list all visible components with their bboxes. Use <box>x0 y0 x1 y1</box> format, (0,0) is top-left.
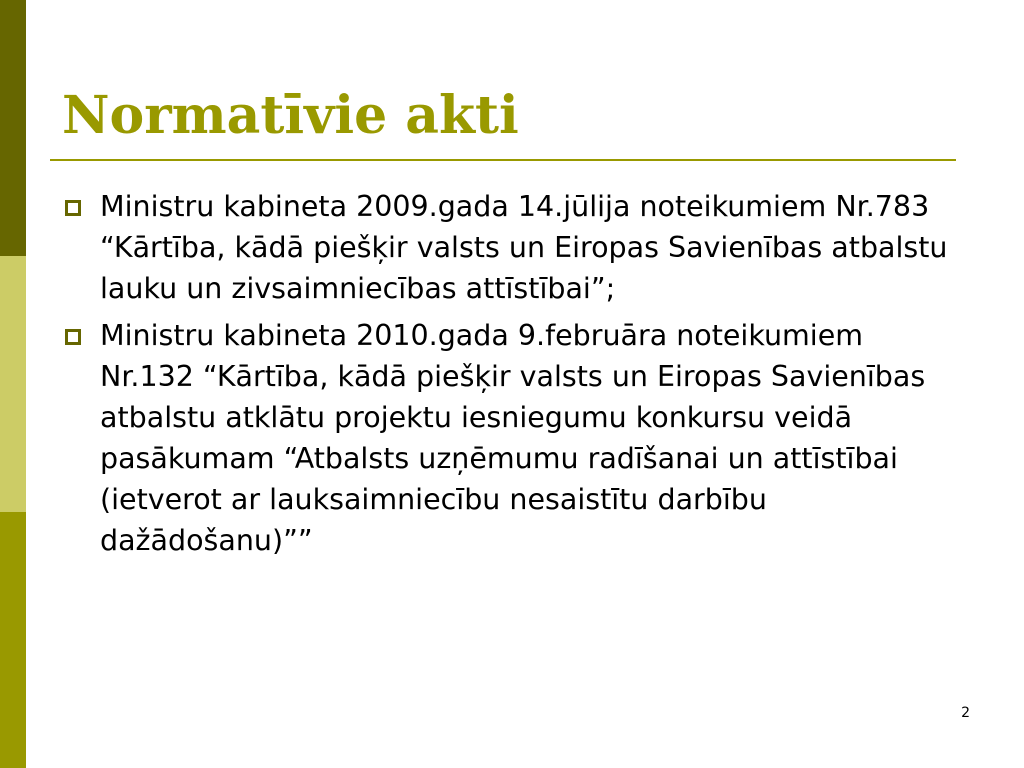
slide-page-number: 2 <box>961 705 970 721</box>
side-bar-light-segment <box>0 256 26 512</box>
side-bar-olive-segment <box>0 512 26 768</box>
hollow-square-bullet-icon <box>65 200 81 216</box>
hollow-square-bullet-icon <box>65 329 81 345</box>
bullet-text: Ministru kabineta 2010.gada 9.februāra noteikumiem Nr.132 “Kārtība, kādā piešķir valsts un Eiropas Savienības atbalstu atklātu projektu iesniegumu konkursu veidā pasākumam “Atbalsts uzņēmumu radīšanai un attīstībai (ietverot ar lauksaimniecību nesaistītu darbību dažādošanu)”” <box>100 319 926 557</box>
title-underline-divider <box>50 159 956 161</box>
bullet-item <box>62 315 962 561</box>
bullet-text: Ministru kabineta 2009.gada 14.jūlija noteikumiem Nr.783 “Kārtība, kādā piešķir valsts un Eiropas Savienības atbalstu lauku un zivsaimniecības attīstībai”; <box>100 190 948 305</box>
side-bar-dark-segment <box>0 0 26 256</box>
slide-title: Normatīvie akti <box>62 85 519 146</box>
bullet-item <box>62 186 962 309</box>
bullet-list <box>62 186 962 567</box>
